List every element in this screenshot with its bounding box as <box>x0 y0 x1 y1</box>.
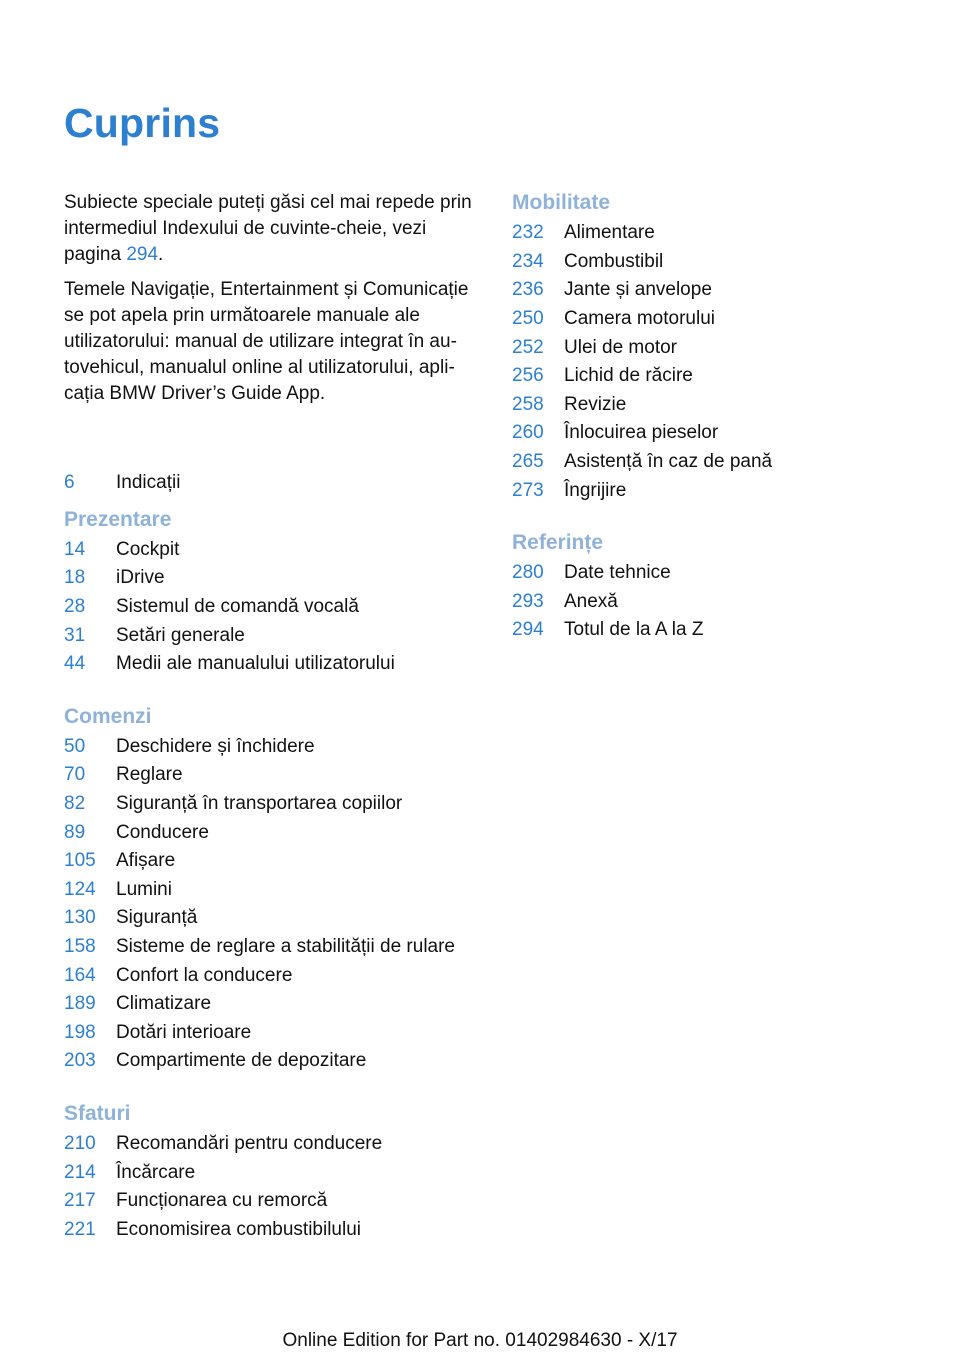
toc-item-label: Recomandări pentru conducere <box>116 1132 383 1154</box>
toc-page-number[interactable]: 198 <box>64 1021 96 1043</box>
toc-item-label: Setări generale <box>116 624 245 646</box>
toc-item-label: Indicații <box>116 472 181 494</box>
footer-edition: Online Edition for Part no. 01402984630 - X/17 <box>282 1330 678 1351</box>
intro-end: . <box>158 244 164 265</box>
toc-page-number[interactable]: 265 <box>512 451 544 473</box>
toc-item-label: Medii ale manualului utilizatorului <box>116 653 395 675</box>
toc-page-number[interactable]: 28 <box>64 596 86 618</box>
toc-item-label: Date tehnice <box>564 562 671 584</box>
toc-page-number[interactable]: 6 <box>64 472 75 494</box>
toc-item[interactable] <box>64 1019 484 1048</box>
toc-item-label: Anexă <box>564 590 618 612</box>
toc-page-number[interactable]: 210 <box>64 1132 96 1154</box>
toc-item-label: Totul de la A la Z <box>564 619 704 641</box>
toc-page-number[interactable]: 50 <box>64 735 86 757</box>
toc-page-number[interactable]: 260 <box>512 422 544 444</box>
toc-page-number[interactable]: 273 <box>512 479 544 501</box>
toc-item-label: Combustibil <box>564 250 664 272</box>
section-heading: Sfaturi <box>64 1101 131 1125</box>
toc-item-label: Înlocuirea pieselor <box>564 422 719 444</box>
toc-page-number[interactable]: 250 <box>512 308 544 330</box>
toc-page-number[interactable]: 221 <box>64 1218 96 1240</box>
toc-item[interactable] <box>512 276 912 305</box>
toc-list <box>64 733 484 1076</box>
toc-right-column <box>512 190 912 645</box>
toc-item-label: Lichid de răcire <box>564 365 693 387</box>
toc-item-label: Sistemul de comandă vocală <box>116 596 359 618</box>
toc-item-label: iDrive <box>116 567 165 589</box>
intro-paragraph-1 <box>64 190 484 268</box>
toc-item-label: Reglare <box>116 764 183 786</box>
toc-page-number[interactable]: 258 <box>512 393 544 415</box>
toc-list <box>64 1130 484 1244</box>
toc-item-label: Deschidere și închidere <box>116 735 315 757</box>
toc-page-number[interactable]: 217 <box>64 1190 96 1212</box>
toc-item[interactable] <box>64 1130 484 1159</box>
toc-item[interactable] <box>64 1158 484 1187</box>
toc-list <box>512 559 912 645</box>
toc-item[interactable] <box>512 333 912 362</box>
toc-item[interactable] <box>64 1187 484 1216</box>
toc-item[interactable] <box>64 733 484 762</box>
toc-left-column <box>64 190 484 1244</box>
toc-item[interactable] <box>512 476 912 505</box>
toc-item[interactable] <box>512 559 912 588</box>
toc-page-number[interactable]: 203 <box>64 1050 96 1072</box>
toc-item-label: Funcționarea cu remorcă <box>116 1190 328 1212</box>
toc-page-number[interactable]: 82 <box>64 793 86 815</box>
toc-item-label: Compartimente de depozitare <box>116 1050 367 1072</box>
toc-page-number[interactable]: 89 <box>64 821 86 843</box>
toc-page-number[interactable]: 18 <box>64 567 86 589</box>
toc-page-number[interactable]: 70 <box>64 764 86 786</box>
toc-item[interactable] <box>64 990 484 1019</box>
section-heading: Mobilitate <box>512 191 610 214</box>
toc-item[interactable] <box>64 790 484 819</box>
toc-page-number[interactable]: 280 <box>512 562 544 584</box>
toc-item[interactable] <box>512 588 912 617</box>
toc-section <box>64 1098 484 1244</box>
toc-item[interactable] <box>64 847 484 876</box>
intro-text: Subiecte speciale puteți găsi cel mai repede prin intermediul Indexului de cuvinte-cheie, vezi pagina <box>64 192 472 265</box>
toc-item-indicatii[interactable] <box>64 469 484 498</box>
toc-section <box>64 701 484 1076</box>
toc-item[interactable] <box>64 961 484 990</box>
toc-item-label: Siguranță în transportarea copiilor <box>116 793 403 815</box>
section-heading: Referințe <box>512 530 604 554</box>
toc-item[interactable] <box>64 593 484 622</box>
toc-item[interactable] <box>64 1215 484 1244</box>
toc-page-number[interactable]: 14 <box>64 538 86 560</box>
toc-page-number[interactable]: 214 <box>64 1161 96 1183</box>
toc-section <box>512 527 912 645</box>
toc-item-label: Alimentare <box>564 222 655 244</box>
toc-item-label: Ulei de motor <box>564 336 677 358</box>
toc-right-sections <box>512 187 912 645</box>
toc-item-label: Climatizare <box>116 993 212 1015</box>
page-title: Cuprins <box>64 100 221 146</box>
toc-item-label: Cockpit <box>116 538 180 560</box>
toc-item[interactable] <box>64 564 484 593</box>
toc-page-number[interactable]: 189 <box>64 993 96 1015</box>
toc-item[interactable] <box>64 904 484 933</box>
toc-item-label: Revizie <box>564 393 627 415</box>
toc-page-number[interactable]: 252 <box>512 336 544 358</box>
toc-item-label: Jante și anvelope <box>564 279 712 301</box>
toc-item[interactable] <box>512 219 912 248</box>
toc-item-label: Confort la conducere <box>116 964 293 986</box>
toc-item-label: Conducere <box>116 821 209 843</box>
toc-section <box>512 187 912 505</box>
toc-item[interactable] <box>512 305 912 334</box>
toc-page-number[interactable]: 256 <box>512 365 544 387</box>
toc-page-number[interactable]: 293 <box>512 590 544 612</box>
toc-item[interactable] <box>512 248 912 277</box>
toc-page-number[interactable]: 31 <box>64 624 86 646</box>
toc-item-label: Siguranță <box>116 907 198 929</box>
toc-item[interactable] <box>64 818 484 847</box>
toc-item[interactable] <box>64 761 484 790</box>
toc-page-number[interactable]: 105 <box>64 850 96 872</box>
toc-item[interactable] <box>64 650 484 679</box>
toc-item-label: Camera motorului <box>564 308 715 330</box>
toc-item-label: Economisirea combustibilului <box>116 1218 361 1240</box>
toc-item[interactable] <box>512 448 912 477</box>
toc-item[interactable] <box>64 621 484 650</box>
toc-list <box>64 536 484 679</box>
section-heading: Comenzi <box>64 704 152 728</box>
index-page-link[interactable]: 294 <box>126 244 159 265</box>
toc-item-label: Afișare <box>116 850 176 872</box>
toc-section <box>64 504 484 679</box>
toc-item[interactable] <box>512 362 912 391</box>
toc-item[interactable] <box>512 391 912 420</box>
toc-item-label: Dotări interioare <box>116 1021 252 1043</box>
toc-page-number[interactable]: 164 <box>64 964 96 986</box>
toc-left-sections <box>64 504 484 1244</box>
toc-item[interactable] <box>64 1047 484 1076</box>
toc-item-label: Încărcare <box>116 1161 196 1183</box>
toc-item-label: Asistență în caz de pană <box>564 451 773 473</box>
toc-page-number[interactable]: 236 <box>512 279 544 301</box>
toc-item[interactable] <box>64 876 484 905</box>
intro-paragraph-2: Temele Navigație, Entertainment și Comunicație se pot apela prin următoarele manuale ale utilizatorului: manual de utilizare integrat în autovehicul, manualul online al utilizatorului, aplicația BMW Driver’s Guide App. <box>64 279 469 404</box>
toc-item[interactable] <box>512 419 912 448</box>
toc-item-label: Sisteme de reglare a stabilității de rulare <box>116 936 456 958</box>
section-heading: Prezentare <box>64 507 172 531</box>
toc-page-number[interactable]: 44 <box>64 653 86 675</box>
toc-page-number[interactable]: 158 <box>64 936 96 958</box>
toc-list <box>512 219 912 505</box>
intro <box>64 190 484 407</box>
toc-item-label: Lumini <box>116 878 172 900</box>
toc-item[interactable] <box>64 536 484 565</box>
toc-page-number[interactable]: 130 <box>64 907 96 929</box>
toc-page-number[interactable]: 294 <box>512 619 544 641</box>
toc-page-number[interactable]: 124 <box>64 878 96 900</box>
toc-item[interactable] <box>64 933 484 962</box>
toc-page-number[interactable]: 234 <box>512 250 544 272</box>
toc-page-number[interactable]: 232 <box>512 222 544 244</box>
toc-item[interactable] <box>512 616 912 645</box>
toc-item-label: Îngrijire <box>564 479 627 501</box>
